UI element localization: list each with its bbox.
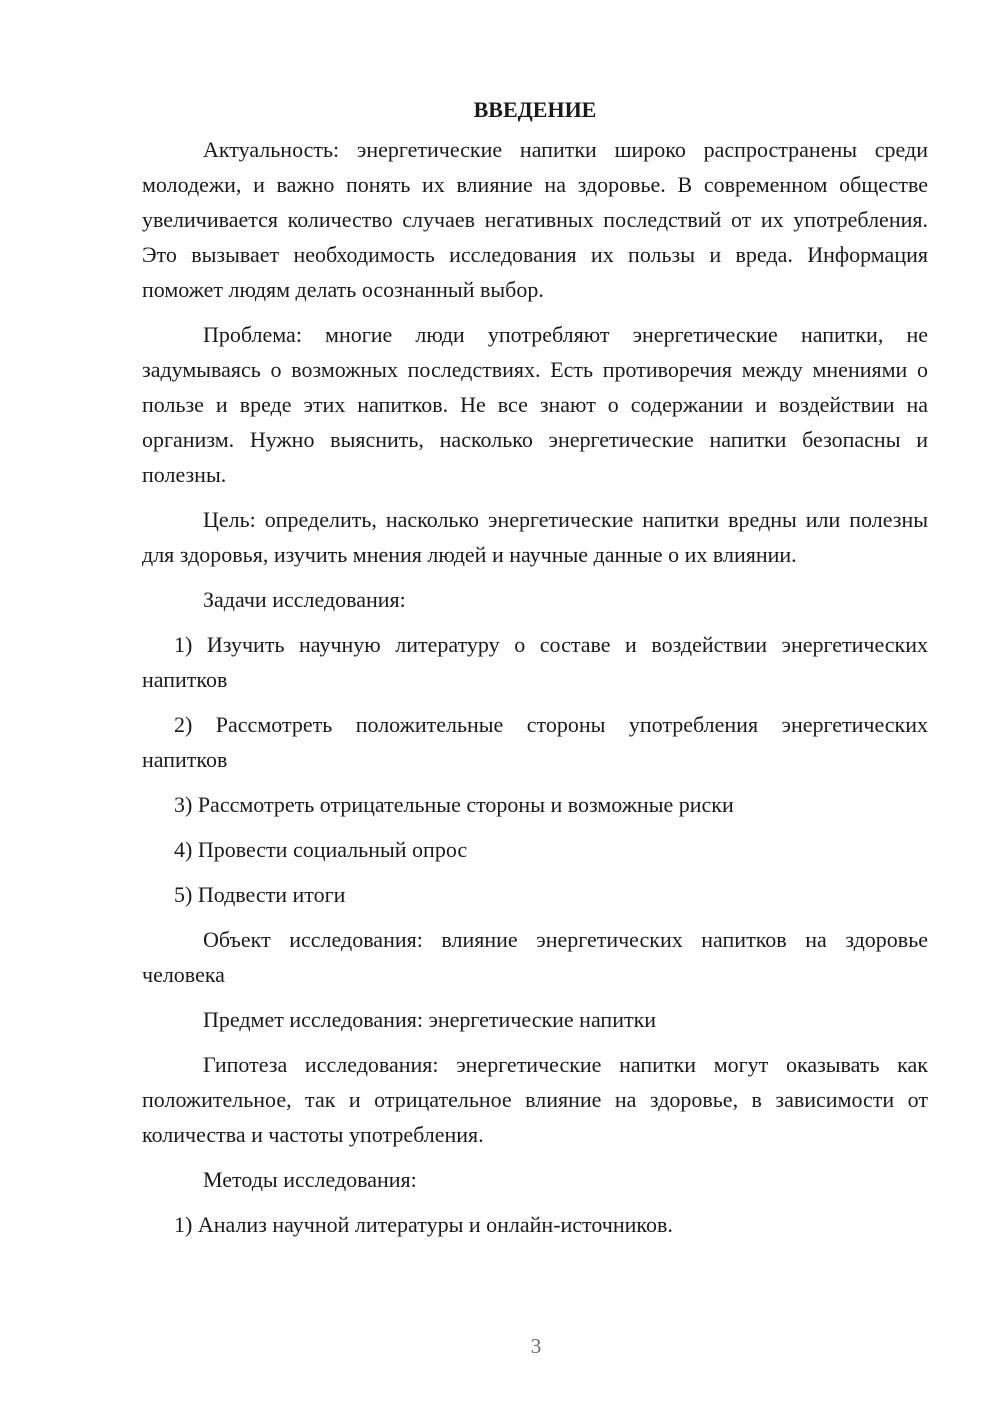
object-paragraph: Объект исследования: влияние энергетических напитков на здоровье человека bbox=[142, 927, 928, 987]
methods-list bbox=[142, 1207, 928, 1242]
list-item: 3) Рассмотреть отрицательные стороны и возможные риски bbox=[174, 792, 734, 817]
list-item: 1) Изучить научную литературу о составе и воздействии энергетических напитков bbox=[142, 632, 928, 692]
subject-paragraph: Предмет исследования: энергетические напитки bbox=[203, 1007, 657, 1032]
hypothesis-paragraph: Гипотеза исследования: энергетические напитки могут оказывать как положительное, так и отрицательное влияние на здоровье, в зависимости от количества и частоты употребления. bbox=[142, 1052, 928, 1147]
goal-paragraph: Цель: определить, насколько энергетические напитки вредны или полезны для здоровья, изучить мнения людей и научные данные о их влиянии. bbox=[142, 507, 928, 567]
problem-paragraph: Проблема: многие люди употребляют энергетические напитки, не задумываясь о возможных последствиях. Есть противоречия между мнениями о пользе и вреде этих напитков. Не все знают о содержании и воздействии на организм. Нужно выяснить, насколько энергетические напитки безопасны и полезны. bbox=[142, 322, 928, 487]
relevance-paragraph: Актуальность: энергетические напитки широко распространены среди молодежи, и важно понять их влияние на здоровье. В современном обществе увеличивается количество случаев негативных последствий от их употребления. Это вызывает необходимость исследования их пользы и вреда. Информация поможет людям делать осознанный выбор. bbox=[142, 137, 928, 302]
list-item: 2) Рассмотреть положительные стороны употребления энергетических напитков bbox=[142, 712, 928, 772]
list-item: 4) Провести социальный опрос bbox=[174, 837, 468, 862]
list-item: 1) Анализ научной литературы и онлайн-источников. bbox=[174, 1212, 673, 1237]
methods-title: Методы исследования: bbox=[203, 1167, 417, 1192]
list-item: 5) Подвести итоги bbox=[174, 882, 346, 907]
page-number: 3 bbox=[530, 1334, 542, 1358]
document-page bbox=[142, 92, 928, 1242]
tasks-title: Задачи исследования: bbox=[203, 587, 406, 612]
section-heading: ВВЕДЕНИЕ bbox=[473, 97, 597, 122]
tasks-list bbox=[142, 627, 928, 912]
